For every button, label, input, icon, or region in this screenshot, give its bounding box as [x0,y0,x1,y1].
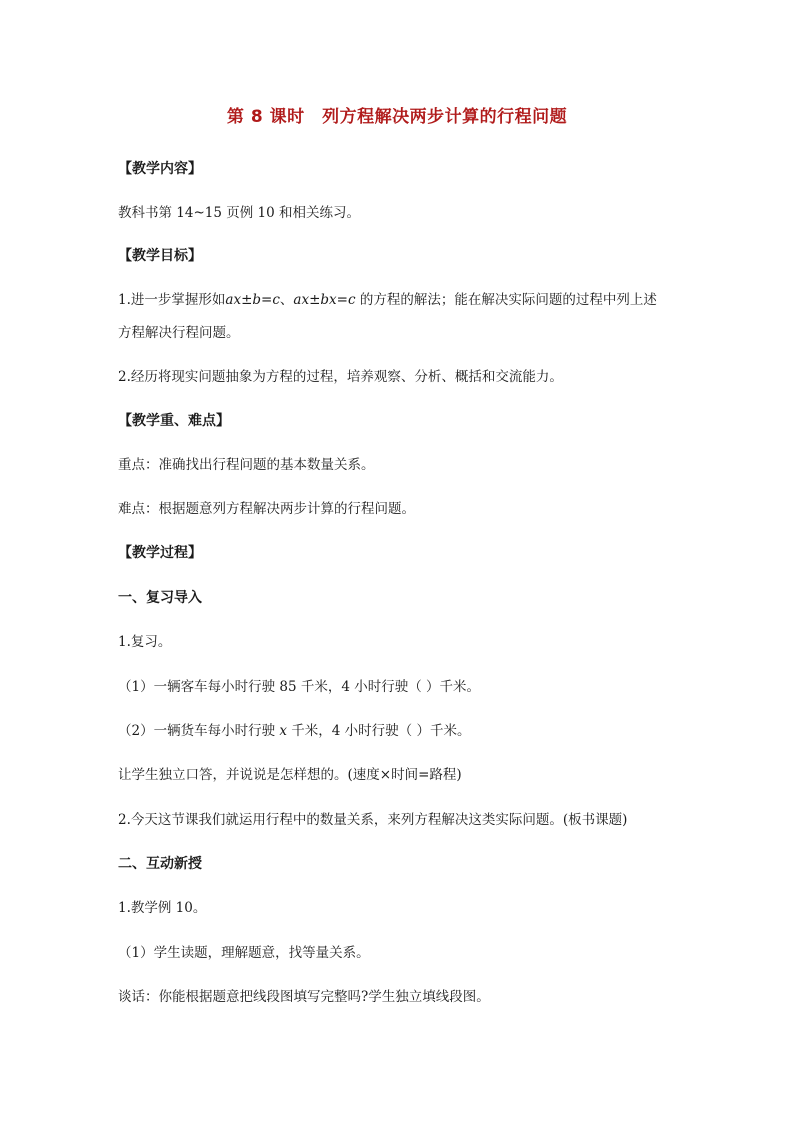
math-x: x [279,723,288,739]
math-eq-2: = [336,292,348,308]
math-ax: ax [225,292,242,308]
talk-text: 谈话：你能根据题意把线段图填写完整吗?学生独立填线段图。 [118,989,490,1005]
intro-text: 2.今天这节课我们就运用行程中的数量关系，来列方程解决这类实际问题。(板书课题) [118,812,628,828]
question-2-post: 千米，4 小时行驶（ ）千米。 [287,723,471,739]
math-c-2: c [347,292,356,308]
goal-1-text-pre: 1.进一步掌握形如 [118,292,226,308]
review-label: 1.复习。 [118,634,172,650]
math-ax-2: ax [293,292,310,308]
key-point: 重点：准确找出行程问题的基本数量关系。 [118,457,375,473]
section-heading-process: 【教学过程】 [118,545,202,561]
part-1-heading: 一、复习导入 [118,590,202,606]
question-2 [118,722,470,740]
content-text: 教科书第 14~15 页例 10 和相关练习。 [118,205,361,221]
math-bx: bx [320,292,337,308]
math-sep: 、 [279,292,294,308]
goal-2: 2.经历将现实问题抽象为方程的过程，培养观察、分析、概括和交流能力。 [118,369,563,385]
section-heading-content: 【教学内容】 [118,161,202,177]
math-b: b [252,292,262,308]
math-c: c [272,292,280,308]
part-2-heading: 二、互动新授 [118,856,202,872]
section-heading-key-points: 【教学重、难点】 [118,413,230,429]
math-op: ± [241,292,253,308]
math-op-2: ± [309,292,321,308]
question-2-pre: （2）一辆货车每小时行驶 [118,723,280,739]
math-eq: = [261,292,273,308]
goal-1-line-1 [118,291,657,309]
question-1: （1）一辆客车每小时行驶 85 千米，4 小时行驶（ ）千米。 [118,679,481,695]
page-title: 第 8 课时 列方程解决两步计算的行程问题 [226,107,568,127]
goal-1-text-post: 的方程的解法；能在解决实际问题的过程中列上述 [355,292,657,308]
difficult-point: 难点：根据题意列方程解决两步计算的行程问题。 [118,501,415,517]
answer-note: 让学生独立口答，并说说是怎样想的。(速度×时间=路程) [118,767,462,783]
section-heading-goals: 【教学目标】 [118,248,202,264]
example-label: 1.教学例 10。 [118,900,207,916]
step-1: （1）学生读题，理解题意，找等量关系。 [118,945,370,961]
goal-1-line-2: 方程解决行程问题。 [118,325,240,341]
